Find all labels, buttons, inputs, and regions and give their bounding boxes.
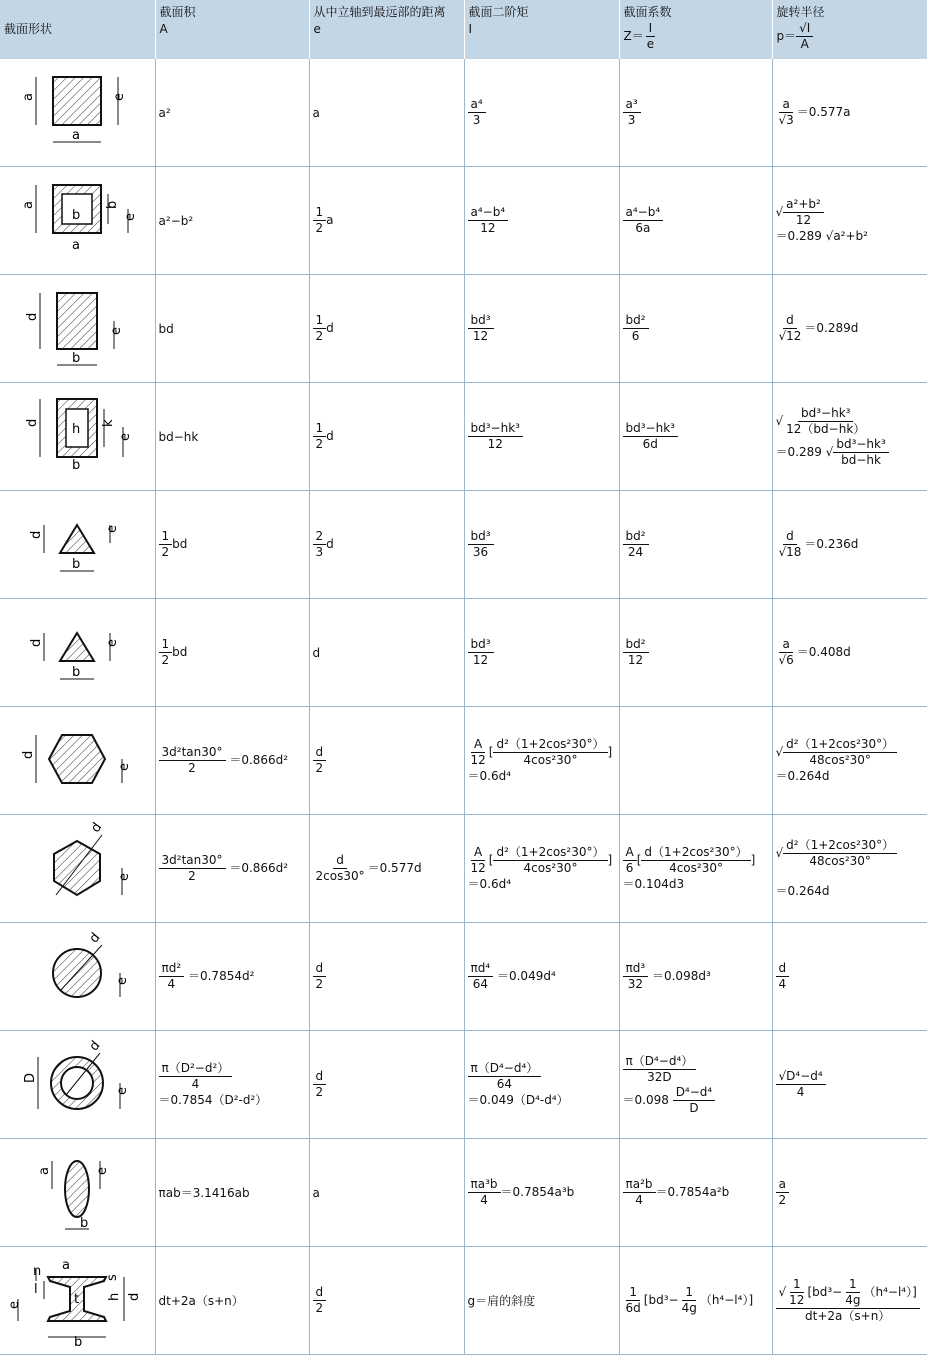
- distance-cell: d: [309, 599, 464, 707]
- svg-text:d: d: [21, 750, 37, 759]
- shape-triangle-base: [0, 599, 155, 707]
- row-rectangle: [0, 275, 927, 383]
- row-hollow-square: [0, 167, 927, 275]
- radius-cell: √ $\frac{\text{a²+b²}}{12}$ ＝0.289 √a²+b²: [772, 167, 927, 275]
- row-ellipse: [0, 1139, 927, 1247]
- shape-circle: [0, 923, 155, 1031]
- radius-cell: $\frac{\text{√D⁴−d⁴}}{4}$: [772, 1031, 927, 1139]
- modulus-cell: $\frac{\text{a⁴−b⁴}}{6a}$: [619, 167, 772, 275]
- moment-cell: $\frac{\text{bd³}}{36}$: [464, 491, 619, 599]
- modulus-cell: $\frac{\text{π（D⁴−d⁴）}}{32D}$ ＝0.098 $\frac{\text{D⁴−d⁴}}{D}$: [619, 1031, 772, 1139]
- svg-text:b: b: [80, 1216, 89, 1231]
- row-hexagon-flat: [0, 707, 927, 815]
- svg-text:d: d: [88, 820, 106, 836]
- modulus-cell: $\frac{\text{bd²}}{12}$: [619, 599, 772, 707]
- row-i-section: [0, 1247, 927, 1355]
- radius-cell: $\frac{d}{4}$: [772, 923, 927, 1031]
- moment-cell: $\frac{\text{bd³}}{12}$: [464, 275, 619, 383]
- svg-text:d: d: [127, 1292, 143, 1301]
- svg-text:a: a: [21, 93, 37, 101]
- svg-text:h: h: [72, 422, 81, 437]
- row-triangle-base: [0, 599, 927, 707]
- row-hollow-rectangle: [0, 383, 927, 491]
- distance-cell: a: [309, 1139, 464, 1247]
- header-distance: 从中立轴到最远部的距离 e: [309, 0, 464, 59]
- shape-hexagon-flat: [0, 707, 155, 815]
- header-radius: 旋转半径 p＝ $\frac{√I}{A}$: [772, 0, 927, 59]
- modulus-cell: [619, 707, 772, 815]
- radius-cell: √ $\frac{\text{d²（1+2cos²30°）}}{\text{48cos²30°}}$ ＝0.264d: [772, 815, 927, 923]
- radius-cell: $\frac{a}{√6}$ ＝0.408d: [772, 599, 927, 707]
- header-modulus: 截面系数 Z＝ $\frac{I}{e}$: [619, 0, 772, 59]
- modulus-cell: $\frac{1}{6d}$ [bd³− $\frac{1}{4g}$ （h⁴−l⁴）]: [619, 1247, 772, 1355]
- distance-cell: $\frac{d}{2}$: [309, 923, 464, 1031]
- svg-text:d: d: [86, 930, 104, 947]
- area-cell: $\frac{1}{2}$ bd: [155, 491, 309, 599]
- svg-text:d: d: [25, 418, 41, 427]
- svg-text:e: e: [109, 327, 125, 335]
- svg-text:e: e: [117, 873, 133, 881]
- svg-text:e: e: [118, 433, 134, 441]
- area-cell: $\frac{1}{2}$ bd: [155, 599, 309, 707]
- modulus-cell: $\frac{\text{bd³−hk³}}{6d}$: [619, 383, 772, 491]
- svg-text:b: b: [74, 1335, 83, 1350]
- header-moment: 截面二阶矩 I: [464, 0, 619, 59]
- area-cell: bd: [155, 275, 309, 383]
- shape-solid-square: [0, 59, 155, 167]
- svg-text:b: b: [105, 200, 121, 209]
- svg-text:e: e: [95, 1167, 111, 1175]
- svg-text:a: a: [37, 1167, 53, 1175]
- moment-cell: $\frac{\text{a⁴}}{3}$: [464, 59, 619, 167]
- area-cell: $\frac{\text{3d²tan30°}}{2}$ ＝0.866d²: [155, 815, 309, 923]
- area-cell: bd−hk: [155, 383, 309, 491]
- svg-text:a: a: [62, 1258, 71, 1273]
- distance-cell: $\frac{d}{2}$: [309, 707, 464, 815]
- moment-cell: $\frac{\text{bd³}}{12}$: [464, 599, 619, 707]
- radius-cell: $\frac{a}{√3}$ ＝0.577a: [772, 59, 927, 167]
- svg-text:a: a: [72, 128, 81, 143]
- row-ring: [0, 1031, 927, 1139]
- svg-text:D: D: [23, 1072, 39, 1083]
- svg-text:b: b: [72, 557, 81, 572]
- moment-cell: $\frac{A}{12}$ [ $\frac{\text{d²（1+2cos²30°）}}{\text{4cos²30°}}$ ] ＝0.6d⁴: [464, 815, 619, 923]
- radius-cell: $\frac{a}{2}$: [772, 1139, 927, 1247]
- svg-text:b: b: [72, 665, 81, 680]
- moment-cell: $\frac{\text{bd³−hk³}}{12}$: [464, 383, 619, 491]
- svg-text:e: e: [115, 1087, 131, 1095]
- radius-cell: √ $\frac{1}{12}$ [bd³− $\frac{1}{4g}$ （h⁴−l⁴）] dt+2a（s+n）: [772, 1247, 927, 1355]
- modulus-cell: $\frac{\text{πd³}}{32}$ ＝0.098d³: [619, 923, 772, 1031]
- moment-cell: $\frac{\text{a⁴−b⁴}}{12}$: [464, 167, 619, 275]
- moment-cell: $\frac{\text{πa³b}}{4}$ ＝0.7854a³b: [464, 1139, 619, 1247]
- svg-text:d: d: [25, 312, 41, 321]
- area-cell: a²: [155, 59, 309, 167]
- svg-text:e: e: [112, 93, 128, 101]
- row-circle: [0, 923, 927, 1031]
- svg-text:e: e: [123, 213, 139, 221]
- shape-ellipse: [0, 1139, 155, 1247]
- modulus-cell: $\frac{\text{bd²}}{6}$: [619, 275, 772, 383]
- svg-text:n: n: [33, 1264, 42, 1279]
- moment-cell: $\frac{\text{πd⁴}}{64}$ ＝0.049d⁴: [464, 923, 619, 1031]
- svg-text:t: t: [74, 1292, 80, 1307]
- distance-cell: $\frac{1}{2}$ a: [309, 167, 464, 275]
- svg-text:e: e: [115, 977, 131, 985]
- radius-cell: √ $\frac{\text{d²（1+2cos²30°）}}{\text{48cos²30°}}$ ＝0.264d: [772, 707, 927, 815]
- shape-i-section: [0, 1247, 155, 1355]
- modulus-cell: $\frac{\text{a³}}{3}$: [619, 59, 772, 167]
- svg-text:e: e: [105, 639, 121, 647]
- shape-hollow-rectangle: [0, 383, 155, 491]
- svg-text:k: k: [101, 419, 117, 427]
- area-cell: $\frac{\text{πd²}}{4}$ ＝0.7854d²: [155, 923, 309, 1031]
- header-shape: 截面形状: [0, 0, 155, 59]
- shape-triangle: [0, 491, 155, 599]
- row-hexagon-pointed: [0, 815, 927, 923]
- moment-cell: $\frac{\text{π（D⁴−d⁴）}}{64}$ ＝0.049（D⁴-d⁴）: [464, 1031, 619, 1139]
- radius-cell: $\frac{d}{√12}$ ＝0.289d: [772, 275, 927, 383]
- svg-text:a: a: [21, 201, 37, 209]
- shape-hexagon-pointed: [0, 815, 155, 923]
- shape-ring: [0, 1031, 155, 1139]
- svg-text:d: d: [29, 530, 45, 539]
- area-cell: a²−b²: [155, 167, 309, 275]
- row-solid-square: [0, 59, 927, 167]
- svg-text:s: s: [105, 1274, 121, 1281]
- distance-cell: $\frac{2}{3}$ d: [309, 491, 464, 599]
- svg-text:a: a: [72, 238, 81, 253]
- distance-cell: $\frac{1}{2}$ d: [309, 383, 464, 491]
- moment-cell: $\frac{A}{12}$ [ $\frac{\text{d²（1+2cos²30°）}}{\text{4cos²30°}}$ ] ＝0.6d⁴: [464, 707, 619, 815]
- svg-text:e: e: [117, 763, 133, 771]
- radius-cell: $\frac{d}{√18}$ ＝0.236d: [772, 491, 927, 599]
- svg-text:h: h: [107, 1292, 123, 1301]
- distance-cell: a: [309, 59, 464, 167]
- svg-text:d: d: [86, 1038, 104, 1055]
- row-triangle: [0, 491, 927, 599]
- modulus-cell: $\frac{A}{6}$ [ $\frac{\text{d（1+2cos²30°）}}{\text{4cos²30°}}$ ] ＝0.104d3: [619, 815, 772, 923]
- svg-text:b: b: [72, 458, 81, 473]
- svg-text:e: e: [105, 525, 121, 533]
- modulus-cell: $\frac{\text{πa²b}}{4}$ ＝0.7854a²b: [619, 1139, 772, 1247]
- svg-text:b: b: [72, 351, 81, 366]
- radius-cell: √ $\frac{\text{bd³−hk³}}{12(bd-hk)}$ ＝0.289 √ $\frac{\text{bd³−hk³}}{bd-hk}$: [772, 383, 927, 491]
- area-cell: $\frac{\text{3d²tan30°}}{2}$ ＝0.866d²: [155, 707, 309, 815]
- distance-cell: $\frac{1}{2}$ d: [309, 275, 464, 383]
- area-cell: dt+2a（s+n）: [155, 1247, 309, 1355]
- area-cell: $\frac{\text{π（D²−d²）}}{4}$ ＝0.7854（D²-d²）: [155, 1031, 309, 1139]
- svg-text:e: e: [7, 1301, 23, 1309]
- distance-cell: $\frac{d}{2\cos 30^\circ}$ ＝0.577d: [309, 815, 464, 923]
- header-row: [0, 0, 927, 59]
- svg-text:b: b: [72, 208, 81, 223]
- svg-text:l: l: [34, 1282, 38, 1297]
- shape-rectangle: [0, 275, 155, 383]
- area-cell: πab＝3.1416ab: [155, 1139, 309, 1247]
- distance-cell: $\frac{d}{2}$: [309, 1031, 464, 1139]
- shape-hollow-square: [0, 167, 155, 275]
- distance-cell: $\frac{d}{2}$: [309, 1247, 464, 1355]
- moment-cell: g＝肩的斜度: [464, 1247, 619, 1355]
- header-area: 截面积 A: [155, 0, 309, 59]
- modulus-cell: $\frac{\text{bd²}}{24}$: [619, 491, 772, 599]
- svg-text:d: d: [29, 638, 45, 647]
